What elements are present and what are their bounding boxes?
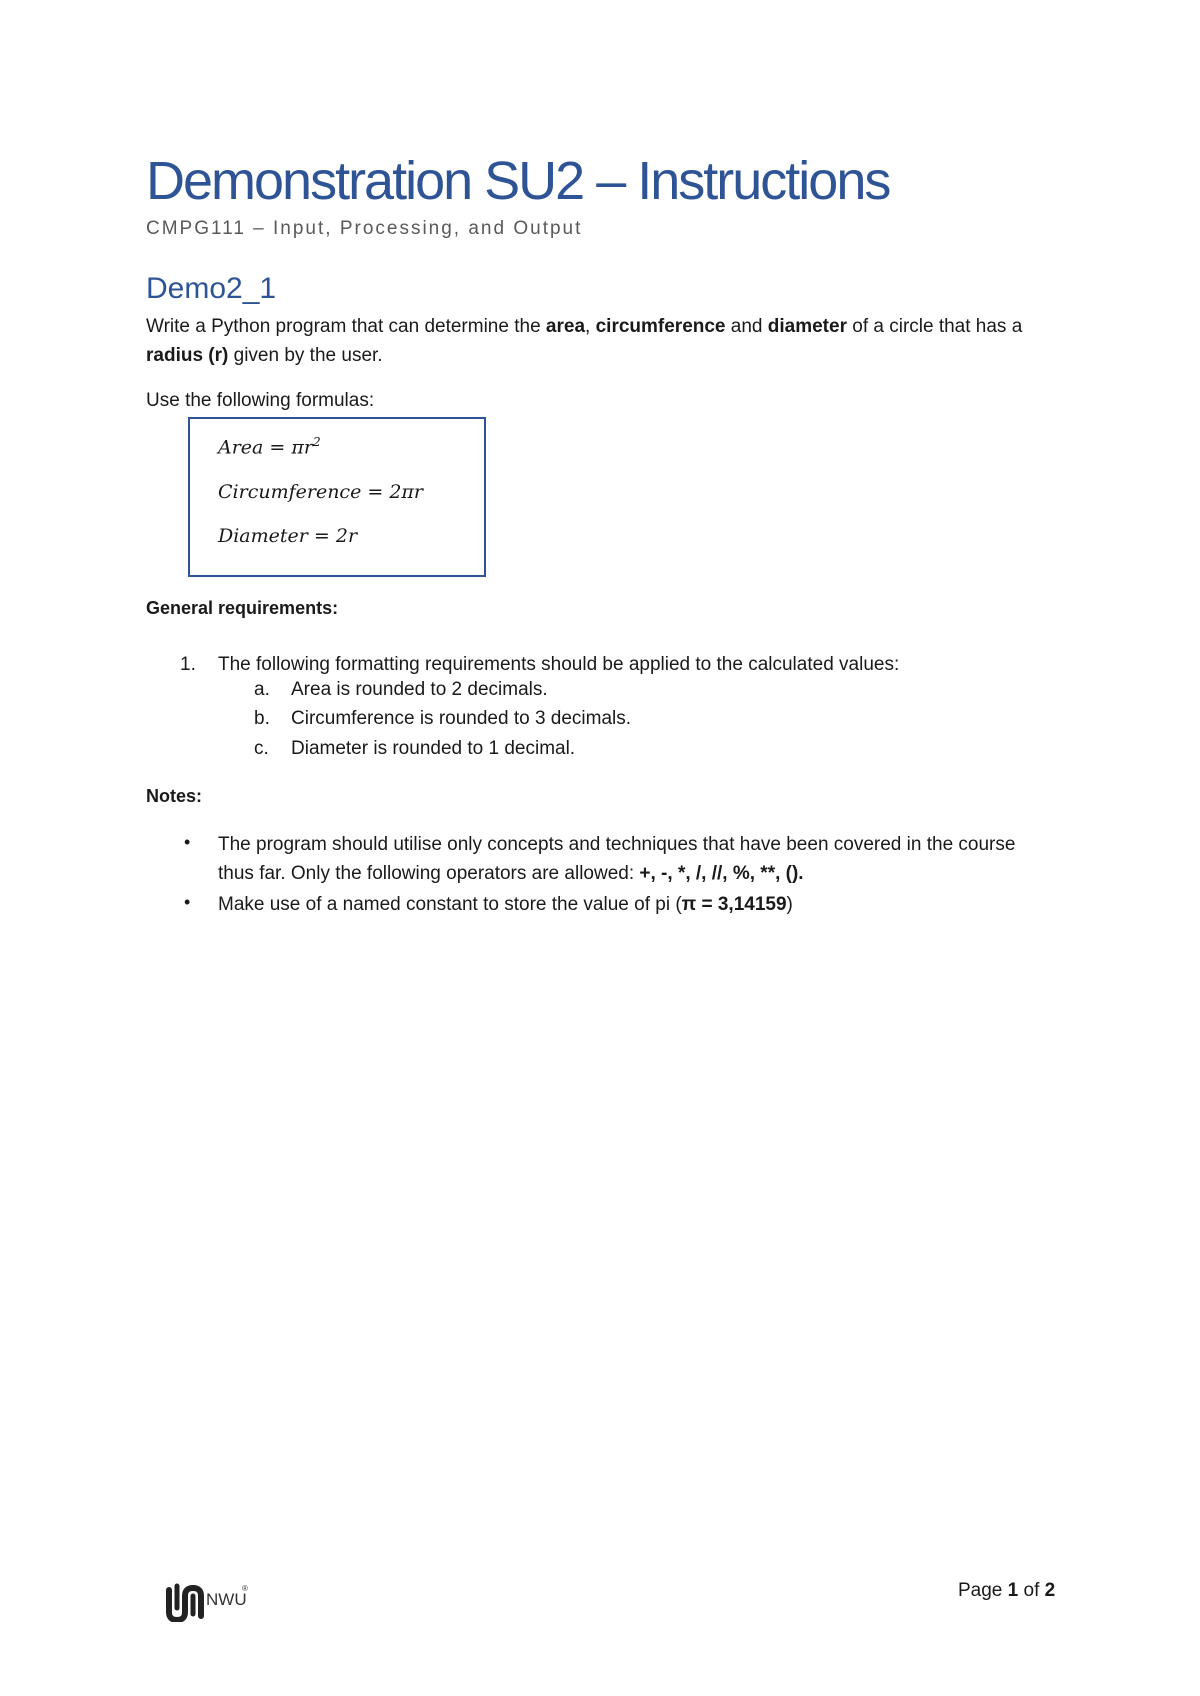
intro-bold-radius: radius (r) (146, 345, 229, 366)
formula-area-exponent: 2 (312, 435, 321, 449)
bullet-icon: • (184, 832, 191, 852)
intro-paragraph (146, 312, 1046, 370)
formula-area (218, 435, 321, 458)
sub-item-text: Area is rounded to 2 decimals. (291, 679, 548, 700)
intro-text-4: of a circle that has a (846, 316, 1023, 337)
logo-label: NWU (206, 1590, 247, 1609)
intro-text-3: and (725, 316, 768, 337)
intro-text-5: given by the user. (228, 345, 383, 366)
page-prefix: Page (958, 1580, 1008, 1601)
nwu-logo-icon (166, 1582, 204, 1622)
intro-bold-diameter: diameter (767, 316, 847, 337)
page-number (958, 1580, 1055, 1602)
sub-item-letter: c. (254, 738, 269, 759)
sub-item-letter: a. (254, 679, 270, 700)
intro-bold-circumference: circumference (595, 316, 726, 337)
note-pi-value: π = 3,14159 (681, 894, 787, 915)
document-title: Demonstration SU2 – Instructions (146, 151, 890, 211)
formula-circumference: Circumference = 2πr (218, 481, 423, 503)
note-operators: +, -, *, /, //, %, **, (). (639, 863, 804, 884)
intro-text-2: , (585, 316, 596, 337)
bullet-icon: • (184, 892, 191, 912)
note-text: The program should utilise only concepts and techniques that have been covered in the course thus far. Only the following operators are allowed: (218, 834, 1016, 884)
formula-area-rhs: = πr (263, 436, 313, 459)
requirement-number: 1. (180, 654, 196, 675)
page-total: 2 (1044, 1580, 1056, 1601)
note-item (218, 890, 1038, 919)
sub-item-letter: b. (254, 708, 270, 729)
page-mid: of (1018, 1580, 1045, 1601)
note-text-end: ) (786, 894, 793, 915)
page-current: 1 (1007, 1580, 1019, 1601)
section-heading: Demo2_1 (146, 272, 277, 305)
formulas-intro: Use the following formulas: (146, 390, 375, 411)
requirements-heading: General requirements: (146, 598, 339, 618)
formula-box (188, 417, 486, 577)
document-subtitle: CMPG111 – Input, Processing, and Output (146, 218, 583, 239)
formula-diameter: Diameter = 2r (218, 525, 358, 547)
intro-text-1: Write a Python program that can determine the (146, 316, 546, 337)
formula-area-lhs: Area (218, 436, 264, 459)
nwu-logo (166, 1582, 286, 1622)
note-text: Make use of a named constant to store the value of pi ( (218, 894, 682, 915)
registered-mark: ® (242, 1584, 248, 1593)
requirement-text: The following formatting requirements should be applied to the calculated values: (218, 654, 900, 675)
intro-bold-area: area (545, 316, 586, 337)
sub-item-text: Diameter is rounded to 1 decimal. (291, 738, 576, 759)
note-item (218, 830, 1038, 888)
notes-heading: Notes: (146, 786, 203, 806)
sub-item-text: Circumference is rounded to 3 decimals. (291, 708, 632, 729)
